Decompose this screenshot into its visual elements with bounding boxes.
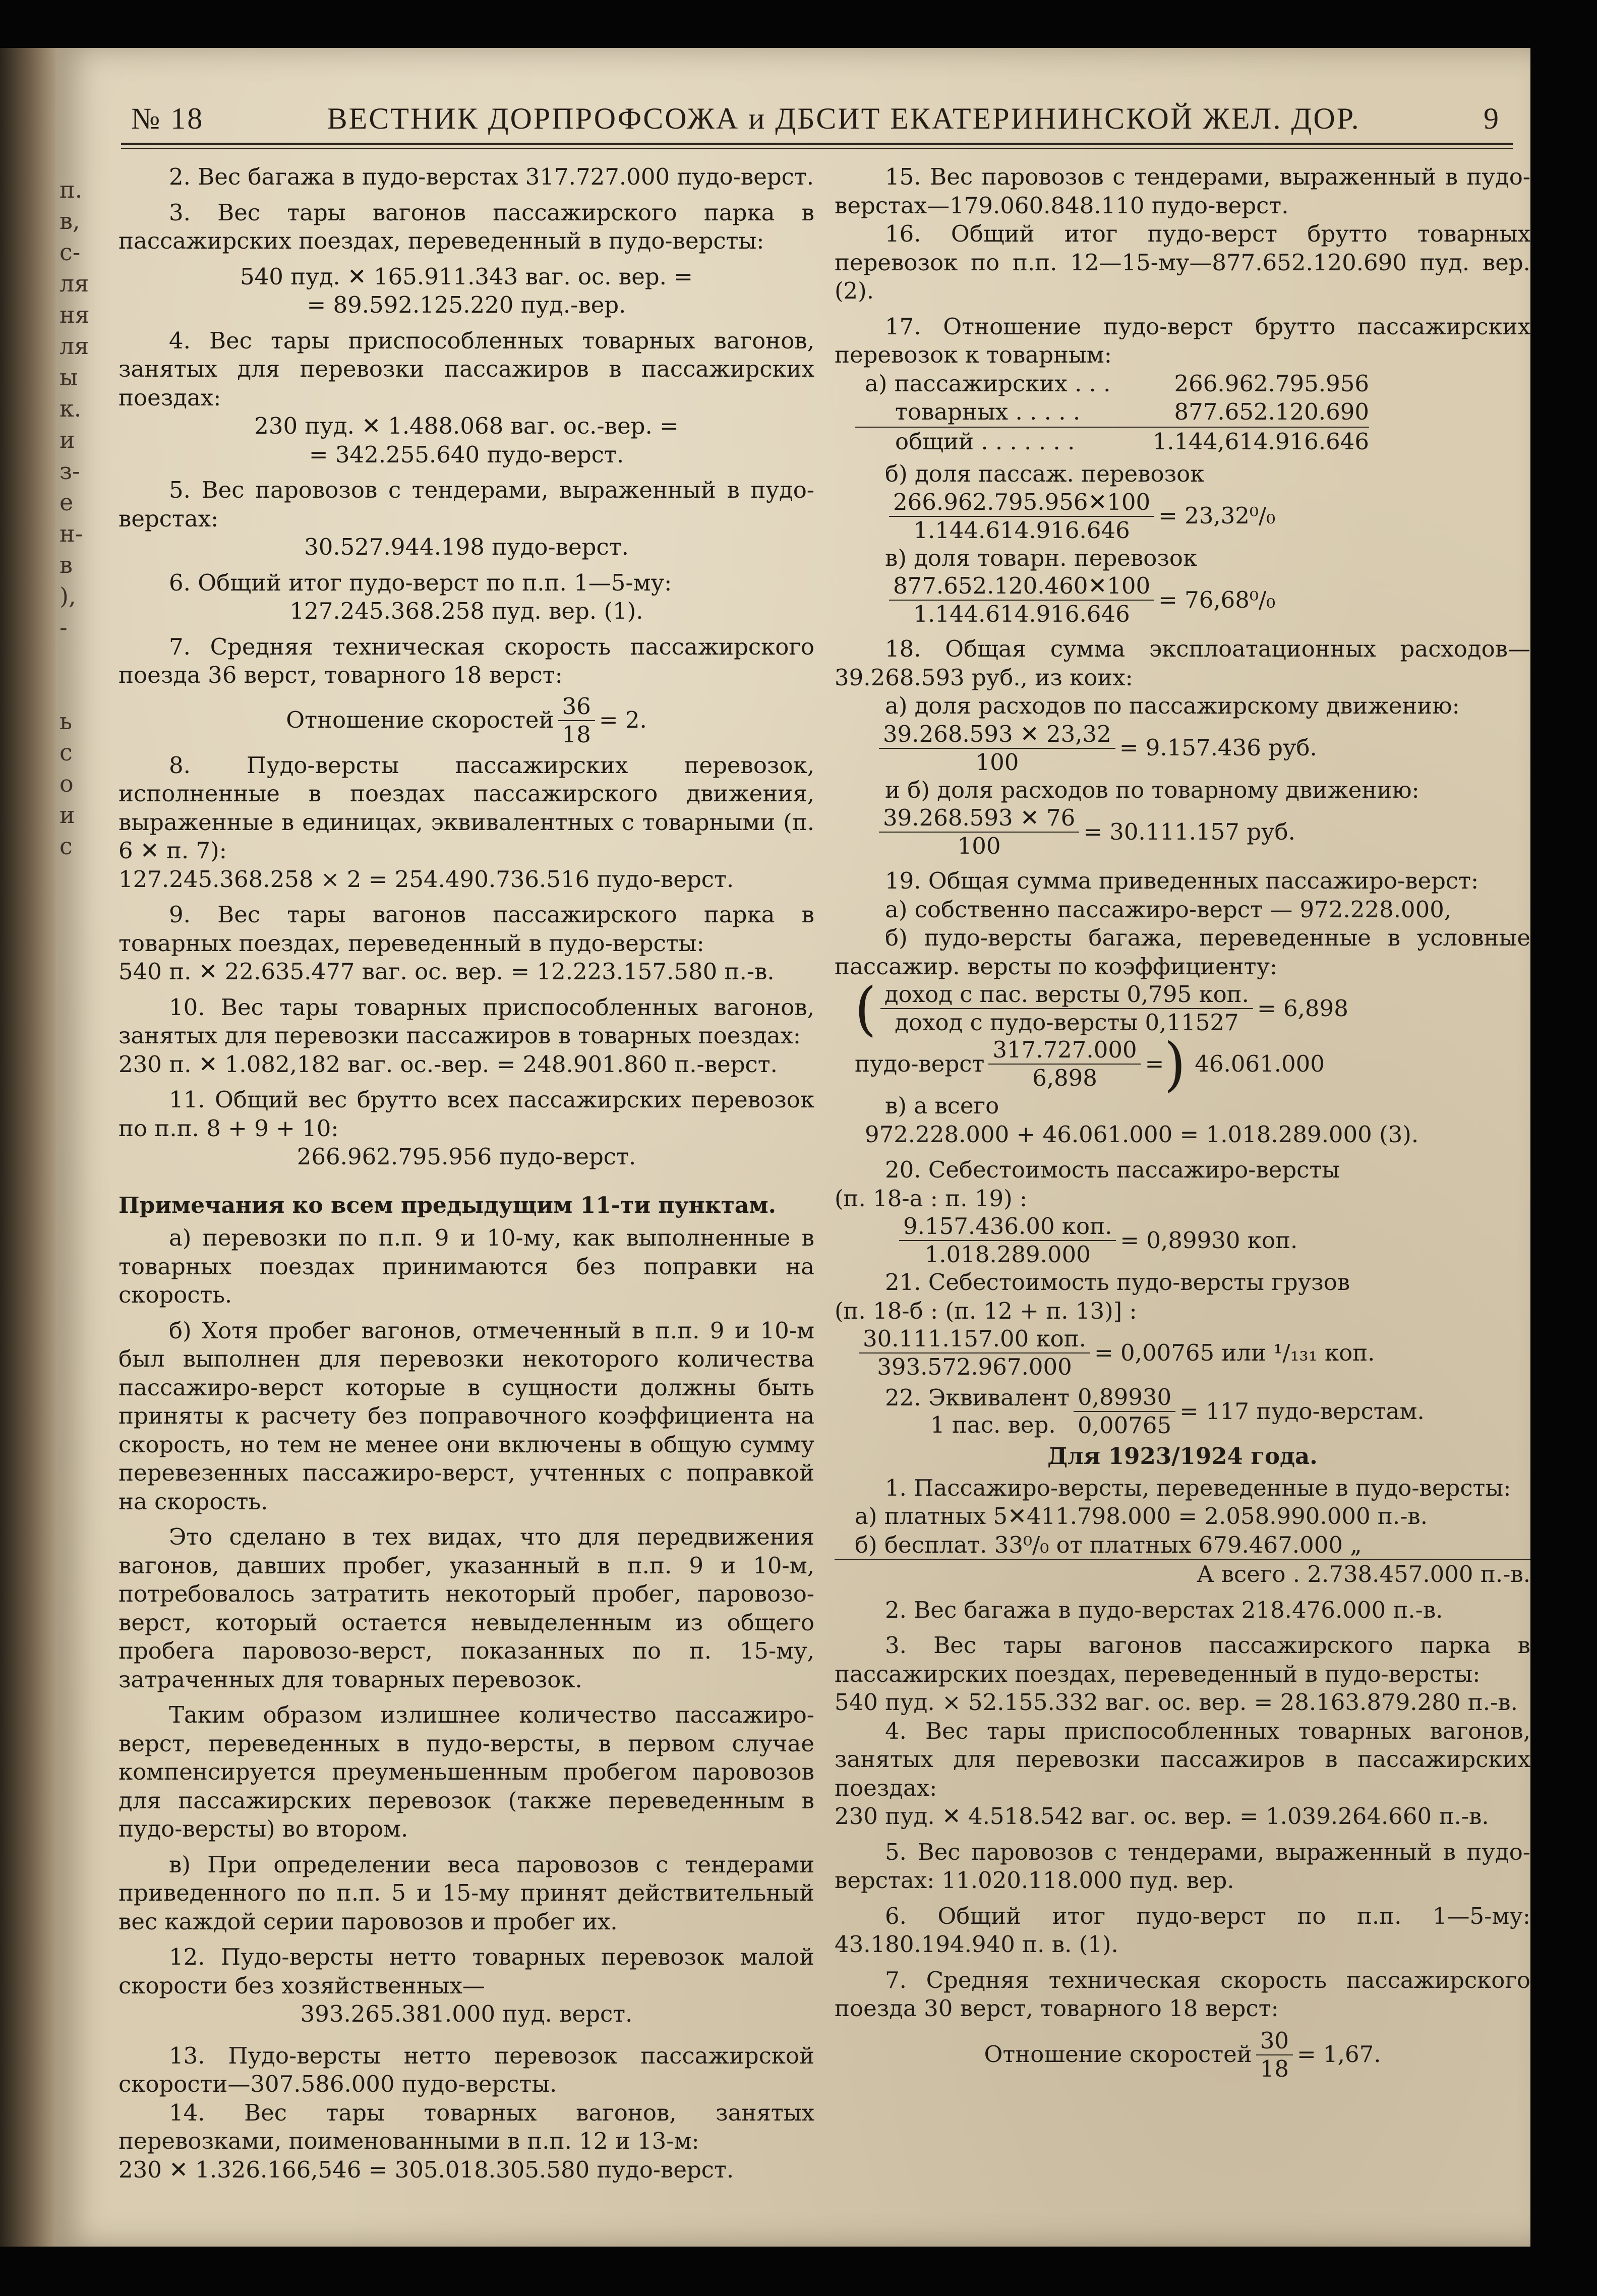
year-item-7-formula (835, 2027, 1530, 2083)
item-20-formula (835, 1213, 1530, 1268)
item-18-a: а) доля расходов по пассажирскому движению: (885, 692, 1460, 719)
item-12-formula: 393.265.381.000 пуд. верст. (300, 2000, 633, 2027)
fragment-line: п. (60, 176, 83, 203)
year-item-2: 2. Вес багажа в пудо-верстах 218.476.000 п.-в. (885, 1596, 1443, 1623)
item-4: 4. Вес тары приспособленных товарных вагонов, занятых для перевозки пассажиров в пассажирских поездах: (119, 327, 814, 411)
fraction-result: = 9.157.436 руб. (1119, 734, 1317, 761)
fraction-denominator: 1.144.614.916.646 (913, 516, 1130, 544)
fraction-numerator: доход с пас. версты 0,795 коп. (880, 981, 1253, 1009)
speed-ratio-label: Отношение скоростей (286, 707, 554, 734)
item-3: 3. Вес тары вагонов пассажирского парка в пассажирских поездах, переведенный в пудо-версты: (119, 199, 814, 254)
equals-sign: = (1145, 1050, 1164, 1077)
fraction-denominator: 0,00765 (1078, 1412, 1172, 1439)
note-b-para3: Таким образом излишнее количество пассажиро-верст, переведенных в пудо-версты, в первом случае компенсируется преуменьшенным пробегом паровозов для пассажирских перевозок (также переведенным в пудо-версты) во втором. (119, 1701, 814, 1842)
item-5: 5. Вес паровозов с тендерами, выраженный в пудо-верстах: (119, 477, 814, 532)
fragment-line: н- (60, 520, 83, 547)
fragment-line: е (60, 489, 74, 516)
item-3-formula-line1: 540 пуд. ✕ 165.911.343 ваг. ос. вер. = (240, 263, 693, 290)
fragment-line: ), (60, 582, 76, 610)
item-13: 13. Пудо-версты нетто перевозок пассажирской скорости—307.586.000 пудо-версты. (119, 2042, 814, 2097)
close-paren: ) (1164, 1030, 1186, 1098)
fragment-line: с- (60, 239, 81, 266)
item-12: 12. Пудо-версты нетто товарных перевозок малой скорости без хозяйственных— (119, 1944, 814, 1999)
item-18-b: и б) доля расходов по товарному движению: (885, 776, 1419, 803)
item-3-formula-line2: = 89.592.125.220 пуд.-вер. (307, 291, 626, 318)
item-16: 16. Общий итог пудо-верст брутто товарных перевозок по п.п. 12—15-му—877.652.120.690 пуд. вер. (2). (835, 220, 1530, 304)
item-9: 9. Вес тары вагонов пассажирского парка в товарных поездах, переведенный в пудо-версты: (119, 901, 814, 957)
freight-expense-fraction (879, 804, 1079, 860)
item-7-formula (119, 693, 814, 748)
item-10-formula: 230 п. ✕ 1.082,182 ваг. ос.-вер. = 248.901.860 п.-верст. (119, 1050, 778, 1078)
coefficient-fraction (880, 981, 1253, 1036)
item-18-a-formula (835, 721, 1530, 776)
item-15: 15. Вес паровозов с тендерами, выраженный в пудо-верстах—179.060.848.110 пудо-верст. (835, 163, 1530, 219)
equivalent-label: 22. Эквивалент (885, 1384, 1070, 1411)
freight-share-fraction (889, 572, 1154, 628)
item-7: 7. Средняя техническая скорость пассажирского поезда 36 верст, товарного 18 верст: (119, 633, 814, 688)
item-14: 14. Вес тары товарных вагонов, занятых перевозками, поименованными в п.п. 12 и 13-м: (119, 2099, 814, 2154)
year-item-3: 3. Вес тары вагонов пассажирского парка в пассажирских поездах, переведенный в пудо-версты: (835, 1632, 1530, 1687)
speed-ratio-fraction (1256, 2027, 1293, 2083)
fraction-numerator: 9.157.436.00 коп. (899, 1213, 1116, 1241)
open-paren: ( (855, 974, 876, 1043)
fraction-numerator: 30 (1256, 2027, 1293, 2055)
item-19: 19. Общая сумма приведенных пассажиро-верст: (885, 867, 1479, 894)
page-number: 9 (1484, 102, 1500, 135)
year-item-1: 1. Пассажиро-версты, переведенные в пудо-версты: (885, 1474, 1511, 1501)
year-item-6: 6. Общий итог пудо-верст по п.п. 1—5-му: 43.180.194.940 п. в. (1). (835, 1902, 1530, 1958)
item-20: 20. Себестоимость пассажиро-версты (885, 1156, 1340, 1183)
fraction-numerator: 877.652.120.460✕100 (889, 572, 1154, 601)
item-10: 10. Вес тары товарных приспособленных вагонов, занятых для перевозки пассажиров в товарных поездах: (119, 993, 814, 1049)
fragment-line: ля (60, 332, 89, 360)
row-label: товарных . . . . . (895, 398, 1081, 425)
item-11-formula: 266.962.795.956 пудо-верст. (297, 1143, 636, 1170)
freight-cost-fraction (859, 1325, 1090, 1381)
freight-row (855, 398, 1369, 428)
header-rule (121, 143, 1513, 149)
item-14-formula: 230 ✕ 1.326.166,546 = 305.018.305.580 пудо-верст. (119, 2156, 734, 2183)
item-21-ref: (п. 18-б : (п. 12 + п. 13)] : (835, 1297, 1137, 1324)
year-item-1-total: А всего . 2.738.457.000 п.-в. (1197, 1561, 1530, 1587)
fraction-numerator: 39.268.593 ✕ 23,32 (879, 721, 1115, 749)
baggage-conversion-fraction (988, 1036, 1141, 1092)
fraction-numerator: 36 (558, 693, 595, 721)
item-19-b: б) пудо-версты багажа, переведенные в условные пассажир. версты по коэффициенту: (835, 924, 1530, 980)
item-17: 17. Отношение пудо-верст брутто пассажирских перевозок к товарным: (835, 313, 1530, 368)
fraction-result: = 0,89930 коп. (1120, 1226, 1298, 1254)
fragment-line: ы (60, 364, 78, 391)
item-17-b: б) доля пассаж. перевозок (885, 460, 1205, 487)
passenger-share-fraction (889, 489, 1154, 544)
item-17-c-formula (835, 572, 1530, 628)
fraction-denominator: 1.144.614.916.646 (913, 601, 1130, 627)
note-b-para2: Это сделано в тех видах, что для передвижения вагонов, давших пробег, указанный в п.п. 9 и 10-м, потребовалось затратить некоторый пробег, паровозо-верст, который остается невыделенным из общего пробега паровозо-верст, показанных по п. 15-му, затраченных для товарных перевозок. (119, 1523, 814, 1693)
item-8-formula: 127.245.368.258 × 2 = 254.490.736.516 пудо-верст. (119, 865, 734, 893)
item-4-formula-line1: 230 пуд. ✕ 1.488.068 ваг. ос.-вер. = (254, 413, 679, 439)
row-value: 877.652.120.690 (1174, 398, 1369, 425)
fraction-result: 46.061.000 (1195, 1050, 1325, 1077)
fraction-result: = 0,00765 или ¹/₁₃₁ коп. (1094, 1339, 1375, 1366)
row-label: а) пассажирских . . . (865, 370, 1111, 397)
item-17-table (835, 370, 1369, 456)
running-header (131, 96, 1500, 136)
item-11: 11. Общий вес брутто всех пассажирских перевозок по п.п. 8 + 9 + 10: (119, 1086, 814, 1142)
fraction-result: = 6,898 (1257, 994, 1348, 1022)
row-label: общий . . . . . . . (895, 428, 1075, 455)
fragment-line: о (60, 770, 74, 797)
item-21: 21. Себестоимость пудо-версты грузов (885, 1269, 1350, 1296)
item-19-c-formula: 972.228.000 + 46.061.000 = 1.018.289.000 (3). (865, 1121, 1419, 1148)
right-column (835, 163, 1530, 2083)
year-item-4: 4. Вес тары приспособленных товарных вагонов, занятых для перевозки пассажиров в пассажирских поездах: (835, 1717, 1530, 1801)
issue-number: № 18 (131, 102, 204, 135)
fragment-line: с (60, 739, 73, 766)
item-6: 6. Общий итог пудо-верст по п.п. 1—5-му: (169, 569, 672, 596)
note-a: а) перевозки по п.п. 9 и 10-му, как выполненные в товарных поездах принимаются без поправки на скорость. (119, 1224, 814, 1308)
fragment-gap (60, 643, 95, 705)
row-label: пудо-верст (855, 1050, 985, 1077)
year-item-1-b: б) бесплат. 33⁰/₀ от платных 679.467.000 „ (835, 1531, 1530, 1561)
passenger-row (855, 370, 1369, 398)
fragment-line: ля (60, 270, 89, 297)
fraction-result: = 23,32⁰/₀ (1158, 502, 1276, 529)
fraction-denominator: 1.018.289.000 (924, 1241, 1091, 1268)
fragment-line: - (60, 614, 68, 641)
item-20-ref: (п. 18-а : п. 19) : (835, 1185, 1028, 1212)
equivalent-fraction (1074, 1384, 1175, 1439)
fraction-result: = 76,68⁰/₀ (1158, 586, 1276, 613)
item-2: 2. Вес багажа в пудо-верстах 317.727.000 пудо-верст. (169, 163, 814, 190)
year-item-3-formula: 540 пуд. × 52.155.332 ваг. ос. вер. = 28.163.879.280 п.-в. (835, 1689, 1518, 1716)
fraction-result: = 1,67. (1297, 2041, 1381, 2068)
item-19-a: а) собственно пассажиро-верст — 972.228.000, (885, 896, 1452, 923)
fraction-numerator: 266.962.795.956✕100 (889, 489, 1154, 517)
item-17-c: в) доля товарн. перевозок (885, 544, 1198, 571)
fragment-line: к. (60, 395, 82, 422)
fraction-denominator: 18 (562, 721, 591, 748)
fragment-line: и (60, 801, 75, 829)
fraction-denominator: 6,898 (1032, 1065, 1097, 1091)
fragment-line: с (60, 833, 73, 860)
equivalent-labels (885, 1384, 1070, 1439)
speed-ratio-label: Отношение скоростей (984, 2041, 1252, 2068)
page-sheet (55, 48, 1530, 2247)
fragment-line: в, (60, 207, 80, 234)
speed-ratio-fraction (558, 693, 595, 748)
journal-title: ВЕСТНИК ДОРПРОФСОЖА и ДБСИТ ЕКАТЕРИНИНСКОЙ ЖЕЛ. ДОР. (327, 102, 1361, 135)
total-row (855, 428, 1369, 456)
fraction-denominator: 393.572.967.000 (877, 1353, 1072, 1380)
fraction-denominator: 100 (957, 833, 1001, 859)
passenger-expense-fraction (879, 721, 1115, 776)
item-18: 18. Общая сумма эксплоатационных расходов—39.268.593 руб., из коих: (835, 635, 1530, 691)
fraction-result: = 30.111.157 руб. (1083, 818, 1295, 845)
note-b: б) Хотя пробег вагонов, отмеченный в п.п. 9 и 10-м был выполнен для перевозки некоторого количества пассажиро-верст которые в сущности должны быть приняты к расчету без поправочного коэффициента на скорость, но тем не менее они включены в общую сумму перевезенных пассажиро-верст, учтенных с поправкой на скорость. (119, 1317, 814, 1515)
fraction-numerator: 317.727.000 (988, 1036, 1141, 1065)
item-8: 8. Пудо-версты пассажирских перевозок, исполненные в поездах пассажирского движения, выраженные в единицах, эквивалентных с товарными (п. 6 ✕ п. 7): (119, 751, 814, 864)
notes-heading: Примечания ко всем предыдущим 11-ти пунктам. (119, 1192, 776, 1218)
item-19-b-coefficient (835, 974, 1530, 1043)
item-5-formula: 30.527.944.198 пудо-верст. (304, 534, 629, 560)
year-item-7: 7. Средняя техническая скорость пассажирского поезда 30 верст, товарного 18 верст: (835, 1966, 1530, 2022)
item-17-b-formula (835, 489, 1530, 544)
item-18-b-formula (835, 804, 1530, 860)
fraction-numerator: 0,89930 (1074, 1384, 1175, 1412)
fragment-line: ь (60, 708, 73, 735)
fraction-denominator: 100 (975, 748, 1019, 776)
item-21-formula (835, 1325, 1530, 1381)
item-6-formula: 127.245.368.258 пуд. вер. (1). (289, 598, 643, 624)
row-value: 266.962.795.956 (1174, 370, 1369, 397)
equivalent-sublabel: 1 пас. вер. (930, 1411, 1056, 1438)
item-4-formula-line2: = 342.255.640 пудо-верст. (309, 441, 624, 468)
fragment-line: ня (60, 301, 90, 328)
fraction-denominator: доход с пудо-версты 0,11527 (895, 1009, 1239, 1036)
fraction-result: = 117 пудо-верстам. (1179, 1397, 1425, 1425)
item-19-b-result (835, 1030, 1530, 1098)
fragment-line: з- (60, 457, 80, 485)
note-c: в) При определении веса паровозов с тендерами приведенного по п.п. 5 и 15-му принят действительный вес каждой серии паровозов и пробег их. (119, 1851, 814, 1935)
fraction-result: = 2. (599, 707, 647, 734)
year-item-5: 5. Вес паровозов с тендерами, выраженный в пудо-верстах: 11.020.118.000 пуд. вер. (835, 1838, 1530, 1894)
year-item-4-formula: 230 пуд. ✕ 4.518.542 ваг. ос. вер. = 1.039.264.660 п.-в. (835, 1803, 1489, 1830)
year-heading: Для 1923/1924 года. (1047, 1443, 1318, 1469)
year-item-1-a: а) платных 5✕411.798.000 = 2.058.990.000 п.-в. (855, 1503, 1428, 1529)
left-column (119, 163, 814, 2184)
fragment-line: в (60, 551, 73, 578)
passenger-cost-fraction (899, 1213, 1116, 1268)
row-value: 1.144,614.916.646 (1152, 428, 1369, 455)
fraction-denominator: 18 (1260, 2055, 1289, 2082)
fragment-line: и (60, 426, 75, 453)
previous-page-fragment (60, 174, 95, 862)
fraction-numerator: 30.111.157.00 коп. (859, 1325, 1090, 1353)
item-9-formula: 540 п. ✕ 22.635.477 ваг. ос. вер. = 12.223.157.580 п.-в. (119, 958, 775, 985)
fraction-numerator: 39.268.593 ✕ 76 (879, 804, 1079, 833)
item-22 (835, 1384, 1530, 1439)
item-19-c: в) а всего (885, 1092, 999, 1119)
